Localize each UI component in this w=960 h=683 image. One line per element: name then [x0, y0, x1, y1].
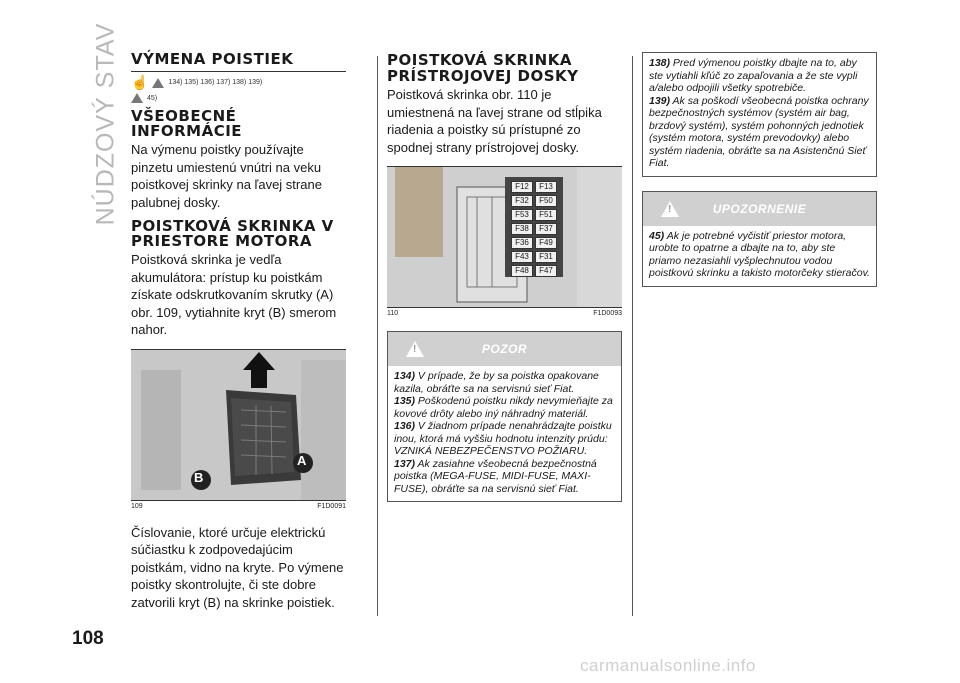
subheading-general: VŠEOBECNÉ INFORMÁCIE — [131, 107, 243, 140]
column-1 — [131, 52, 346, 611]
fuse-label: F53 — [511, 209, 533, 221]
figure-110-dash-fusebox — [387, 166, 622, 308]
fuse-label: F12 — [511, 181, 533, 193]
note-text: V prípade, že by sa poistka opakovane kazila, obráťte sa na servisnú sieť Fiat. — [394, 370, 599, 395]
paragraph-general: Na výmenu poistky používajte pinzetu umiestenú vnútri na veku poistkovej skrinky na ľavej strane palubnej dosky. — [131, 142, 322, 210]
fuse-label: F51 — [535, 209, 557, 221]
figure-number: 109 — [131, 502, 143, 510]
fuse-label: F50 — [535, 195, 557, 207]
warning-refs — [131, 74, 346, 91]
fuse-label: F36 — [511, 237, 533, 249]
column-2 — [387, 52, 622, 502]
fuse-label: F43 — [511, 251, 533, 263]
warning-header — [643, 192, 876, 226]
figure-code: F1D0093 — [593, 310, 622, 317]
title-rule — [131, 71, 346, 72]
note-text: Pred výmenou poistky dbajte na to, aby ste vytiahli kľúč zo zapaľovania a že ste vypli a/alebo odpojili všetky spotrebiče. — [649, 57, 858, 94]
note-number: 136) — [394, 420, 416, 432]
side-section-title — [86, 24, 126, 224]
refs-text: 134) 135) 136) 137) 138) 139) — [168, 79, 263, 86]
note-number: 138) — [649, 57, 671, 69]
note-item — [394, 458, 615, 496]
note-item — [649, 95, 870, 170]
fuse-label: F48 — [511, 265, 533, 277]
note-number: 134) — [394, 370, 416, 382]
column-3 — [642, 52, 877, 287]
figure-number: 110 — [387, 310, 399, 317]
section-title-dash: POISTKOVÁ SKRINKA PRÍSTROJOVEJ DOSKY — [387, 51, 579, 85]
subheading-engine: POISTKOVÁ SKRINKA V PRIESTORE MOTORA — [131, 217, 334, 250]
figure-code: F1D0091 — [317, 502, 346, 510]
engine-bay-illustration — [131, 350, 346, 500]
note-item — [394, 420, 615, 458]
note-number: 135) — [394, 395, 416, 407]
fuse-label: F13 — [535, 181, 557, 193]
note-number: 137) — [394, 457, 416, 470]
paragraph-engine: Poistková skrinka je vedľa akumulátora: prístup ku poistkám získate odskrutkovaním skrutky (A) obr. 109, vytiahnite kryt (B) smerom nahor. — [131, 252, 337, 337]
note-text: Ak sa poškodí všeobecná poistka ochrany bezpečnostných systémov (systém air bag, brzdový systém), systém pohonných jednotiek (systém motora, systém prevodovky) alebo systém riadenia, obráťte sa na Asistenčnú Sieť Fiat. — [649, 94, 869, 169]
figure-caption — [387, 310, 622, 317]
caution-box — [387, 331, 622, 502]
fuse-label: F38 — [511, 223, 533, 235]
car-warning-icon — [661, 201, 679, 217]
fuse-label: F49 — [535, 237, 557, 249]
page-number: 108 — [72, 628, 104, 649]
note-text: V žiadnom prípade nenahrádzajte poistku inou, ktorá má vyššiu hodnotu intenzity prúdu: VZNIKÁ NEBEZPEČENSTVO POŽIARU. — [394, 420, 612, 457]
side-title-text: NÚDZOVÝ STAV — [91, 22, 120, 226]
note-item — [649, 57, 870, 95]
fuse-label: F31 — [535, 251, 557, 263]
notes-box — [642, 52, 877, 177]
figure-109-engine-fusebox — [131, 349, 346, 501]
caution-title: POZOR — [481, 342, 528, 356]
paragraph-numbering: Číslovanie, ktoré určuje elektrickú súčiastku k zodpovedajúcim poistkám, vidno na kryte. Po výmene poistky skontrolujte, či ste dobre zatvorili kryt (B) na skrinke poistiek. — [131, 524, 344, 610]
warning-note — [649, 230, 870, 280]
figure-caption — [131, 503, 346, 510]
fuse-label: F32 — [511, 195, 533, 207]
callout-a: A — [297, 452, 307, 468]
column-divider — [632, 56, 633, 616]
note-refs — [131, 93, 346, 103]
hand-icon: ☝ — [131, 74, 149, 90]
warning-triangle-icon — [406, 341, 424, 357]
warning-icon — [152, 78, 164, 88]
note-text: Ak zasiahne všeobecná bezpečnostná poistka (MEGA-FUSE, MIDI-FUSE, MAXI-FUSE), obráťte sa na servisnú sieť Fiat. — [394, 457, 597, 495]
caution-header — [388, 332, 621, 366]
note-number: 45) — [649, 229, 665, 242]
note-number: 139) — [649, 94, 671, 107]
watermark: carmanualsonline.info — [580, 656, 756, 675]
warning-icon — [131, 93, 143, 103]
note-item — [394, 395, 615, 420]
section-title: VÝMENA POISTIEK — [131, 50, 294, 68]
fuse-label: F47 — [535, 265, 557, 277]
note-text: Ak je potrebné vyčistiť priestor motora, urobte to opatrne a dbajte na to, aby ste priamo nezasiahli vyšplechnutou vodou poistkovú skrinku a takisto motorčeky stieračov. — [649, 229, 870, 279]
note-item — [394, 370, 615, 395]
caution-notes — [388, 366, 621, 501]
note-text: Poškodenú poistku nikdy nevymieňajte za kovové drôty alebo iný náhradný materiál. — [394, 395, 613, 420]
warning-title: UPOZORNENIE — [712, 201, 807, 216]
callout-b: B — [194, 469, 204, 485]
paragraph-dash: Poistková skrinka obr. 110 je umiestnená na ľavej strane od stĺpika riadenia a poistky sú prístupné zo spodnej strany prístrojovej dosky. — [387, 87, 602, 155]
warning-box — [642, 191, 877, 287]
warning-notes — [643, 226, 876, 286]
fuse-label: F37 — [535, 223, 557, 235]
dash-fusebox-illustration — [387, 167, 622, 307]
column-divider — [377, 56, 378, 616]
refs-text: 45) — [147, 94, 158, 102]
fuse-grid — [511, 181, 557, 277]
